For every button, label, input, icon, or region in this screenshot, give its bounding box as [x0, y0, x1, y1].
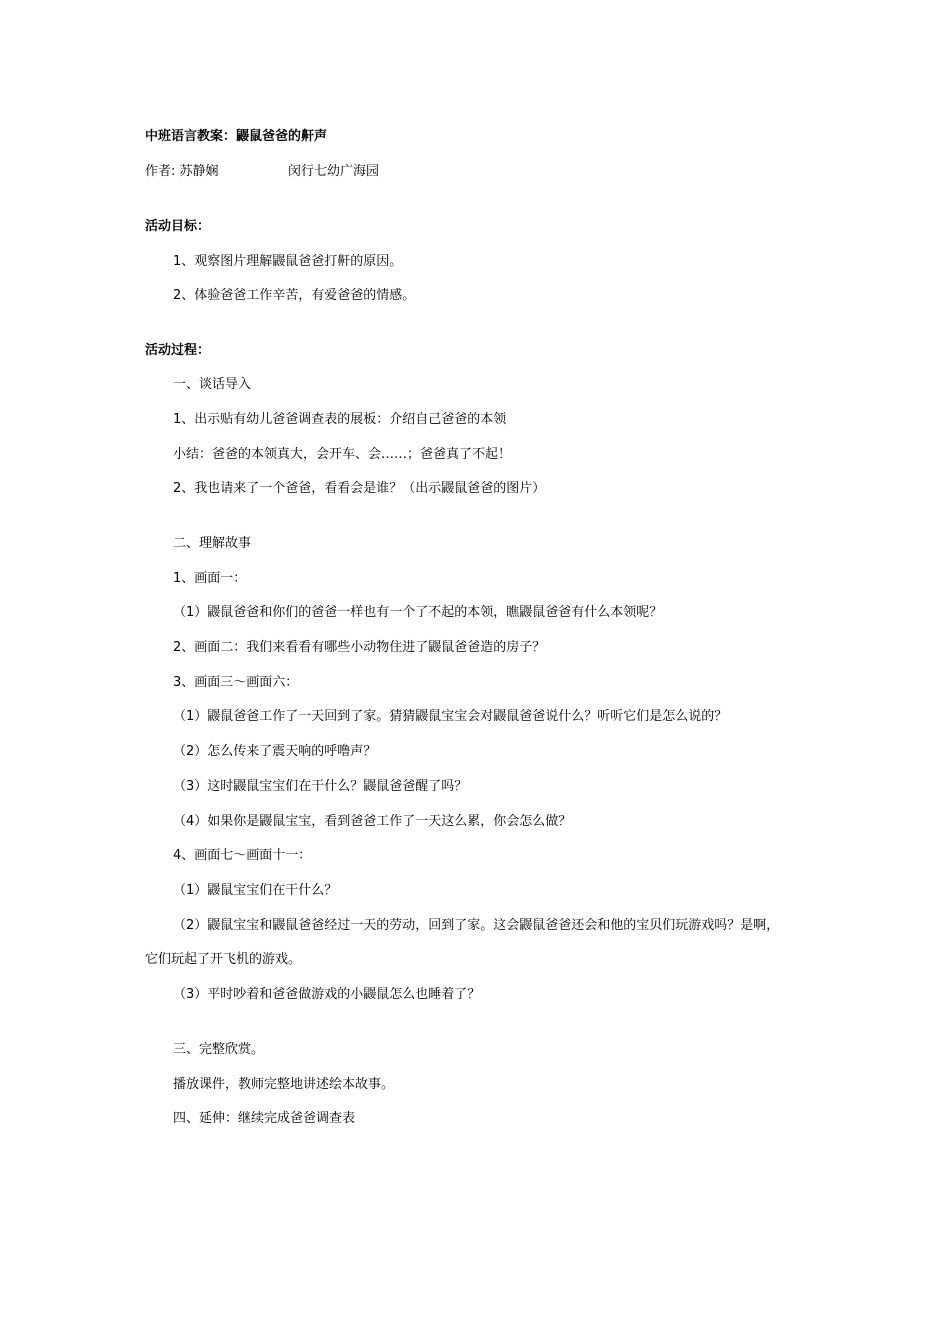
section-heading: 三、完整欣赏。 — [173, 1042, 265, 1057]
goals-heading: 活动目标： — [145, 219, 211, 234]
process-question-continuation: 它们玩起了开飞机的游戏。 — [145, 952, 302, 967]
process-question: （1）鼹鼠爸爸工作了一天回到了家。猜猜鼹鼠宝宝会对鼹鼠爸爸说什么？听听它们是怎么说的？ — [173, 709, 728, 724]
process-question: （3）这时鼹鼠宝宝们在干什么？鼹鼠爸爸醒了吗？ — [173, 779, 468, 794]
section-heading: 二、理解故事 — [173, 536, 252, 551]
process-summary: 小结：爸爸的本领真大，会开车、会……；爸爸真了不起！ — [173, 447, 512, 462]
process-item: 播放课件，教师完整地讲述绘本故事。 — [173, 1077, 395, 1092]
process-question: （1）鼹鼠宝宝们在干什么？ — [173, 883, 338, 898]
process-question: （1）鼹鼠爸爸和你们的爸爸一样也有一个了不起的本领，瞧鼹鼠爸爸有什么本领呢？ — [173, 605, 663, 620]
process-item: 4、画面七～画面十一： — [173, 848, 312, 863]
process-question: （2）鼹鼠宝宝和鼹鼠爸爸经过一天的劳动，回到了家。这会鼹鼠爸爸还会和他的宝贝们玩游戏吗？是啊， — [173, 918, 780, 933]
author-name: 作者: 苏静娴 — [145, 164, 219, 179]
process-item: 2、画面二：我们来看看有哪些小动物住进了鼹鼠爸爸造的房子？ — [173, 640, 546, 655]
school-name: 闵行七幼广海园 — [288, 164, 380, 179]
process-heading: 活动过程： — [145, 343, 211, 358]
process-question: （3）平时吵着和爸爸做游戏的小鼹鼠怎么也睡着了？ — [173, 987, 481, 1002]
process-question: （2）怎么传来了震天响的呼噜声？ — [173, 744, 377, 759]
process-item: 2、我也请来了一个爸爸，看看会是谁？（出示鼹鼠爸爸的图片） — [173, 481, 546, 496]
author-line — [145, 163, 379, 181]
goal-item: 1、观察图片理解鼹鼠爸爸打鼾的原因。 — [173, 254, 403, 269]
section-heading: 一、谈话导入 — [173, 377, 252, 392]
document-title: 中班语言教案：鼹鼠爸爸的鼾声 — [145, 129, 328, 144]
process-item: 3、画面三～画面六： — [173, 675, 299, 690]
process-question: （4）如果你是鼹鼠宝宝，看到爸爸工作了一天这么累，你会怎么做？ — [173, 814, 572, 829]
section-heading: 四、延伸：继续完成爸爸调查表 — [173, 1111, 356, 1126]
goal-item: 2、体验爸爸工作辛苦，有爱爸爸的情感。 — [173, 288, 416, 303]
process-item: 1、出示贴有幼儿爸爸调查表的展板：介绍自己爸爸的本领 — [173, 412, 507, 427]
process-item: 1、画面一： — [173, 571, 247, 586]
